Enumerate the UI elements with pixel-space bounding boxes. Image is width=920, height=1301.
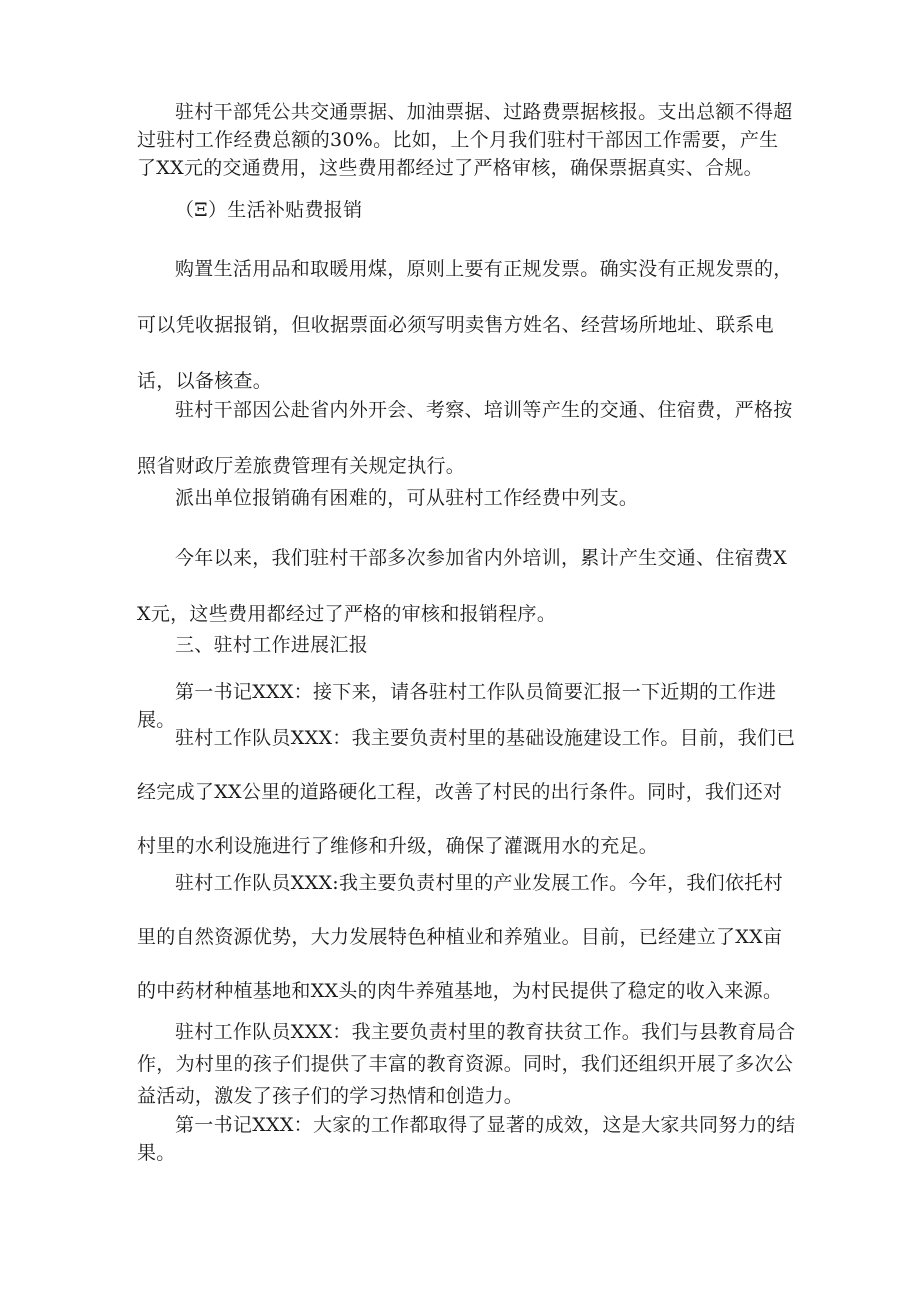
section-heading-progress-report: 三、驻村工作进展汇报 bbox=[175, 634, 369, 656]
paragraph-travel-expenses: 驻村干部因公赴省内外开会、考察、培训等产生的交通、住宿费，严格按照省财政厅差旅费管理有关规定执行。 bbox=[137, 399, 793, 477]
paragraph-transport-reimbursement: 驻村干部凭公共交通票据、加油票据、过路费票据核报。支出总额不得超过驻村工作经费总额的30%。比如，上个月我们驻村干部因工作需要，产生了XX元的交通费用，这些费用都经过了严格审核，确保票据真实、合规。 bbox=[137, 101, 793, 179]
paragraph-industry-report: 驻村工作队员XXX:我主要负责村里的产业发展工作。今年，我们依托村里的自然资源优势，大力发展特色种植业和养殖业。目前，已经建立了XX亩的中药材种植基地和XX头的肉牛养殖基地，为村民提供了稳定的收入来源。 bbox=[137, 872, 783, 1002]
paragraph-secretary-summary: 第一书记XXX：大家的工作都取得了显著的成效，这是大家共同努力的结果。 bbox=[137, 1114, 796, 1164]
paragraph-dispatching-unit: 派出单位报销确有困难的，可从驻村工作经费中列支。 bbox=[175, 487, 639, 509]
section-heading-living-subsidy: （Ξ）生活补贴费报销 bbox=[175, 199, 363, 221]
paragraph-infrastructure-report: 驻村工作队员XXX：我主要负责村里的基础设施建设工作。目前，我们已经完成了XX公里的道路硬化工程，改善了村民的出行条件。同时，我们还对村里的水利设施进行了维修和升级，确保了灌溉用水的充足。 bbox=[137, 727, 796, 857]
paragraph-secretary-intro: 第一书记XXX：接下来，请各驻村工作队员简要汇报一下近期的工作进展。 bbox=[137, 681, 777, 731]
paragraph-living-supplies: 购置生活用品和取暖用煤，原则上要有正规发票。确实没有正规发票的，可以凭收据报销，但收据票面必须写明卖售方姓名、经营场所地址、联系电话，以备核查。 bbox=[137, 258, 793, 392]
paragraph-education-report: 驻村工作队员XXX：我主要负责村里的教育扶贫工作。我们与县教育局合作，为村里的孩子们提供了丰富的教育资源。同时，我们还组织开展了多次公益活动，激发了孩子们的学习热情和创造力。 bbox=[137, 1021, 796, 1107]
paragraph-training-costs: 今年以来，我们驻村干部多次参加省内外培训，累计产生交通、住宿费XX元，这些费用都经过了严格的审核和报销程序。 bbox=[137, 547, 788, 625]
